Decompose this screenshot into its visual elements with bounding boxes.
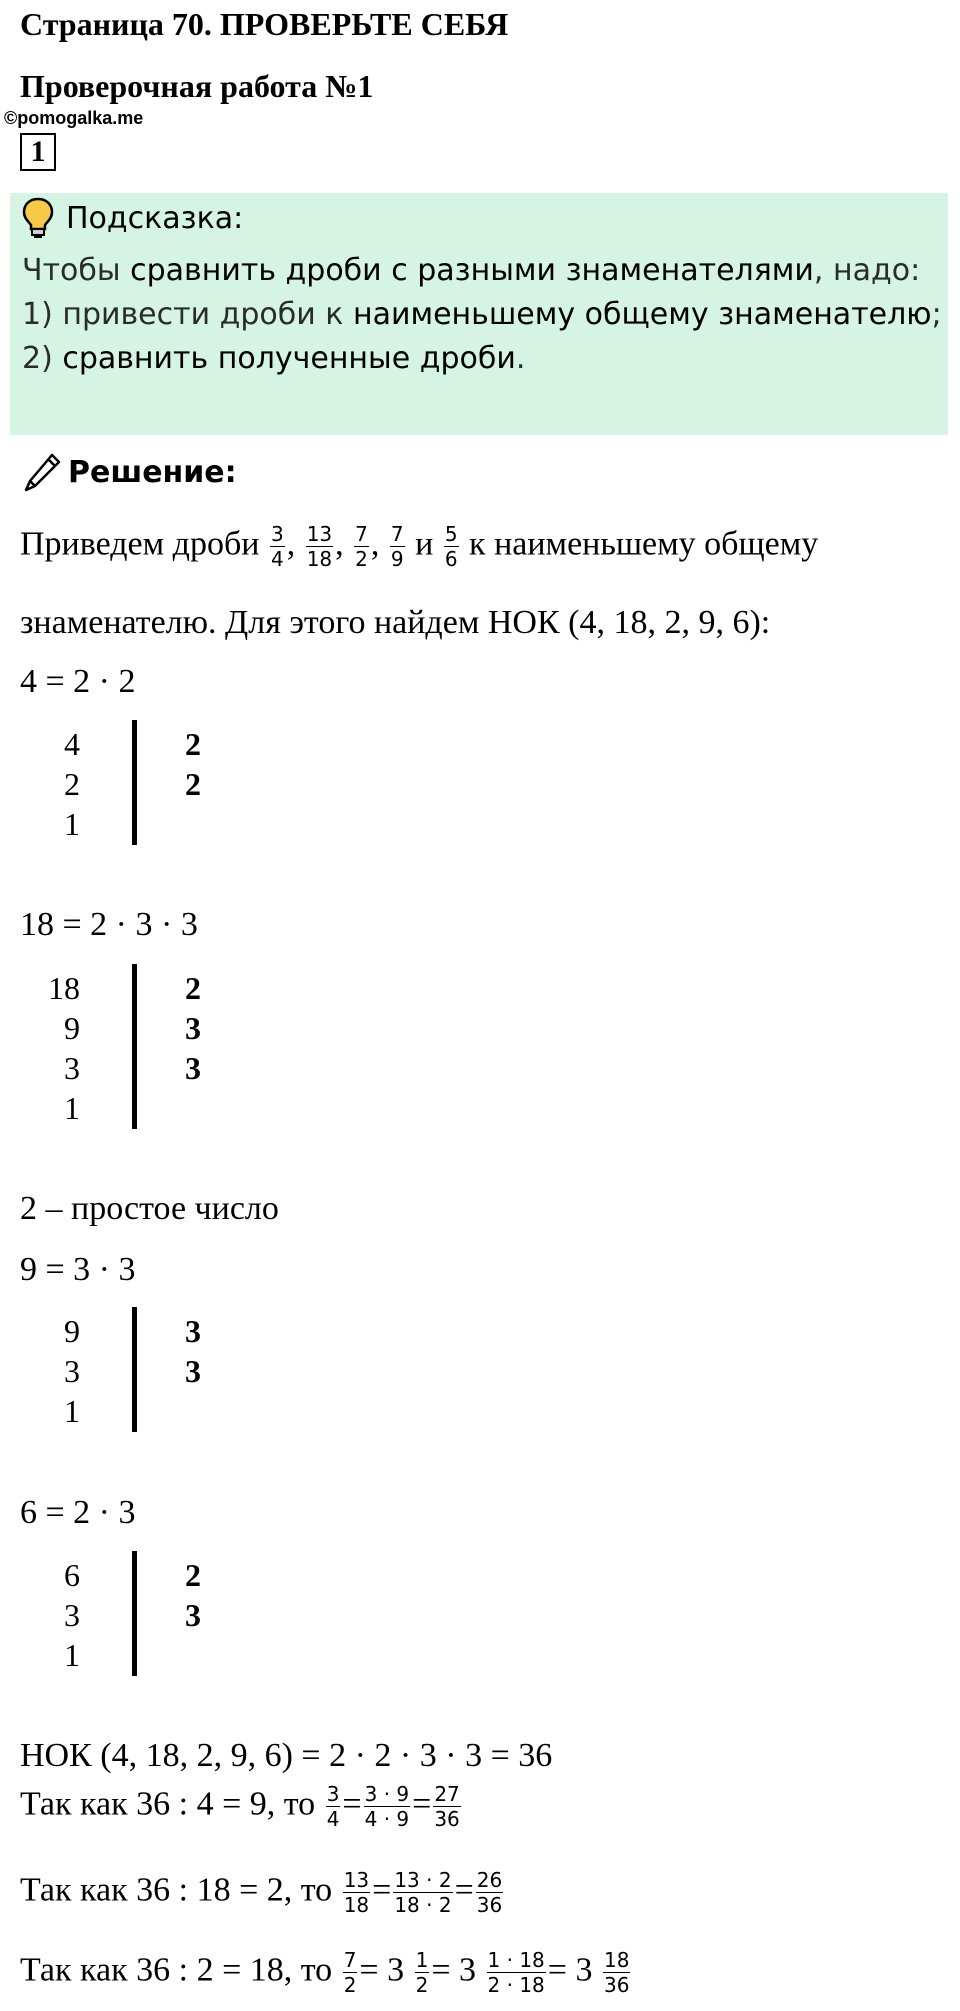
- divider-line: [132, 1551, 137, 1676]
- divider-line: [132, 1307, 137, 1432]
- factor-4-line: 4 = 2 · 2: [20, 663, 136, 700]
- fraction: $\frac{13}{18}$: [306, 522, 333, 571]
- dividend: 1: [64, 1637, 80, 1673]
- lightbulb-icon: [20, 196, 56, 243]
- prime-factor: 2: [185, 726, 201, 762]
- divider-line: [132, 964, 137, 1129]
- prime-factor: 3: [185, 1597, 201, 1633]
- solution-title: Решение:: [68, 455, 237, 490]
- fraction: $\frac{7}{9}$: [390, 522, 404, 571]
- fraction: $\frac{27}{36}$: [434, 1782, 460, 1831]
- fraction: $\frac{18}{36}$: [603, 1948, 630, 1997]
- fraction: $\frac{1 \cdot 18}{2 \cdot 18}$: [487, 1948, 545, 1997]
- pencil-icon: [22, 452, 62, 499]
- lcm-line: НОК (4, 18, 2, 9, 6) = 2 · 2 · 3 · 3 = 36: [20, 1737, 553, 1774]
- dividend: 9: [64, 1313, 80, 1349]
- dividend: 1: [64, 1090, 80, 1126]
- dividend: 18: [48, 970, 80, 1006]
- fraction: $\frac{7}{2}$: [343, 1948, 357, 1997]
- fraction: $\frac{7}{2}$: [355, 522, 368, 571]
- hint-line-2: 1) привести дроби к наименьшему общему знаменателю;: [22, 297, 942, 332]
- hint-line-3: 2) сравнить полученные дроби.: [22, 341, 526, 376]
- fraction: $\frac{3 \cdot 9}{4 \cdot 9}$: [364, 1782, 410, 1831]
- prime-factor: 2: [185, 1557, 201, 1593]
- dividend: 2: [64, 766, 80, 802]
- prime-factor: 2: [185, 970, 201, 1006]
- fraction: $\frac{13}{18}$: [343, 1868, 370, 1917]
- reduction-line-2: Так как 36 : 18 = 2, то $\frac{13}{18}$ = $\frac{13 \cdot 2}{18 \cdot 2}$ = $\frac{26}{36}$: [20, 1868, 503, 1917]
- hint-title: Подсказка:: [66, 201, 244, 236]
- fraction: $\frac{13 \cdot 2}{18 \cdot 2}$: [394, 1868, 452, 1917]
- work-title: Проверочная работа №1: [20, 68, 374, 104]
- task-number: 1: [20, 133, 56, 171]
- intro-line-2: знаменателю. Для этого найдем НОК (4, 18, 2, 9, 6):: [20, 604, 771, 641]
- hint-line-1: Чтобы сравнить дроби с разными знаменателями, надо:: [22, 253, 921, 288]
- dividend: 1: [64, 806, 80, 842]
- fraction: $\frac{1}{2}$: [415, 1948, 429, 1997]
- prime-factor: 3: [185, 1313, 201, 1349]
- dividend: 3: [64, 1597, 80, 1633]
- dividend: 1: [64, 1393, 80, 1429]
- dividend: 3: [64, 1353, 80, 1389]
- prime-factor: 2: [185, 766, 201, 802]
- watermark: ©pomogalka.me: [4, 108, 144, 128]
- prime-factor: 3: [185, 1050, 201, 1086]
- page-title: Страница 70. ПРОВЕРЬТЕ СЕБЯ: [20, 6, 509, 42]
- fraction: $\frac{3}{4}$: [326, 1782, 340, 1831]
- prime-2-line: 2 – простое число: [20, 1190, 279, 1227]
- fraction: $\frac{26}{36}$: [476, 1868, 503, 1917]
- prime-factor: 3: [185, 1353, 201, 1389]
- factor-18-line: 18 = 2 · 3 · 3: [20, 906, 198, 943]
- fraction: $\frac{3}{4}$: [270, 522, 284, 571]
- reduction-line-1: Так как 36 : 4 = 9, то $\frac{3}{4}$ = $\frac{3 \cdot 9}{4 \cdot 9}$ = $\frac{27}{36}$: [20, 1782, 460, 1831]
- fraction: $\frac{5}{6}$: [444, 522, 458, 571]
- dividend: 4: [64, 726, 80, 762]
- reduction-line-3: Так как 36 : 2 = 18, то $\frac{7}{2}$ = 3 $\frac{1}{2}$ = 3 $\frac{1 \cdot 18}{2 \cdot 18}$ = 3 $\frac{18}{36}$: [20, 1948, 630, 1997]
- factor-6-line: 6 = 2 · 3: [20, 1494, 136, 1531]
- dividend: 9: [64, 1010, 80, 1046]
- intro-line-1: Приведем дроби $\frac{3}{4}$ , $\frac{13}{18}$ , $\frac{7}{2}$ , $\frac{7}{9}$ и $\frac{5}{6}$ к наименьшему общему: [20, 522, 819, 571]
- factor-9-line: 9 = 3 · 3: [20, 1251, 136, 1288]
- dividend: 6: [64, 1557, 80, 1593]
- dividend: 3: [64, 1050, 80, 1086]
- prime-factor: 3: [185, 1010, 201, 1046]
- divider-line: [132, 720, 137, 845]
